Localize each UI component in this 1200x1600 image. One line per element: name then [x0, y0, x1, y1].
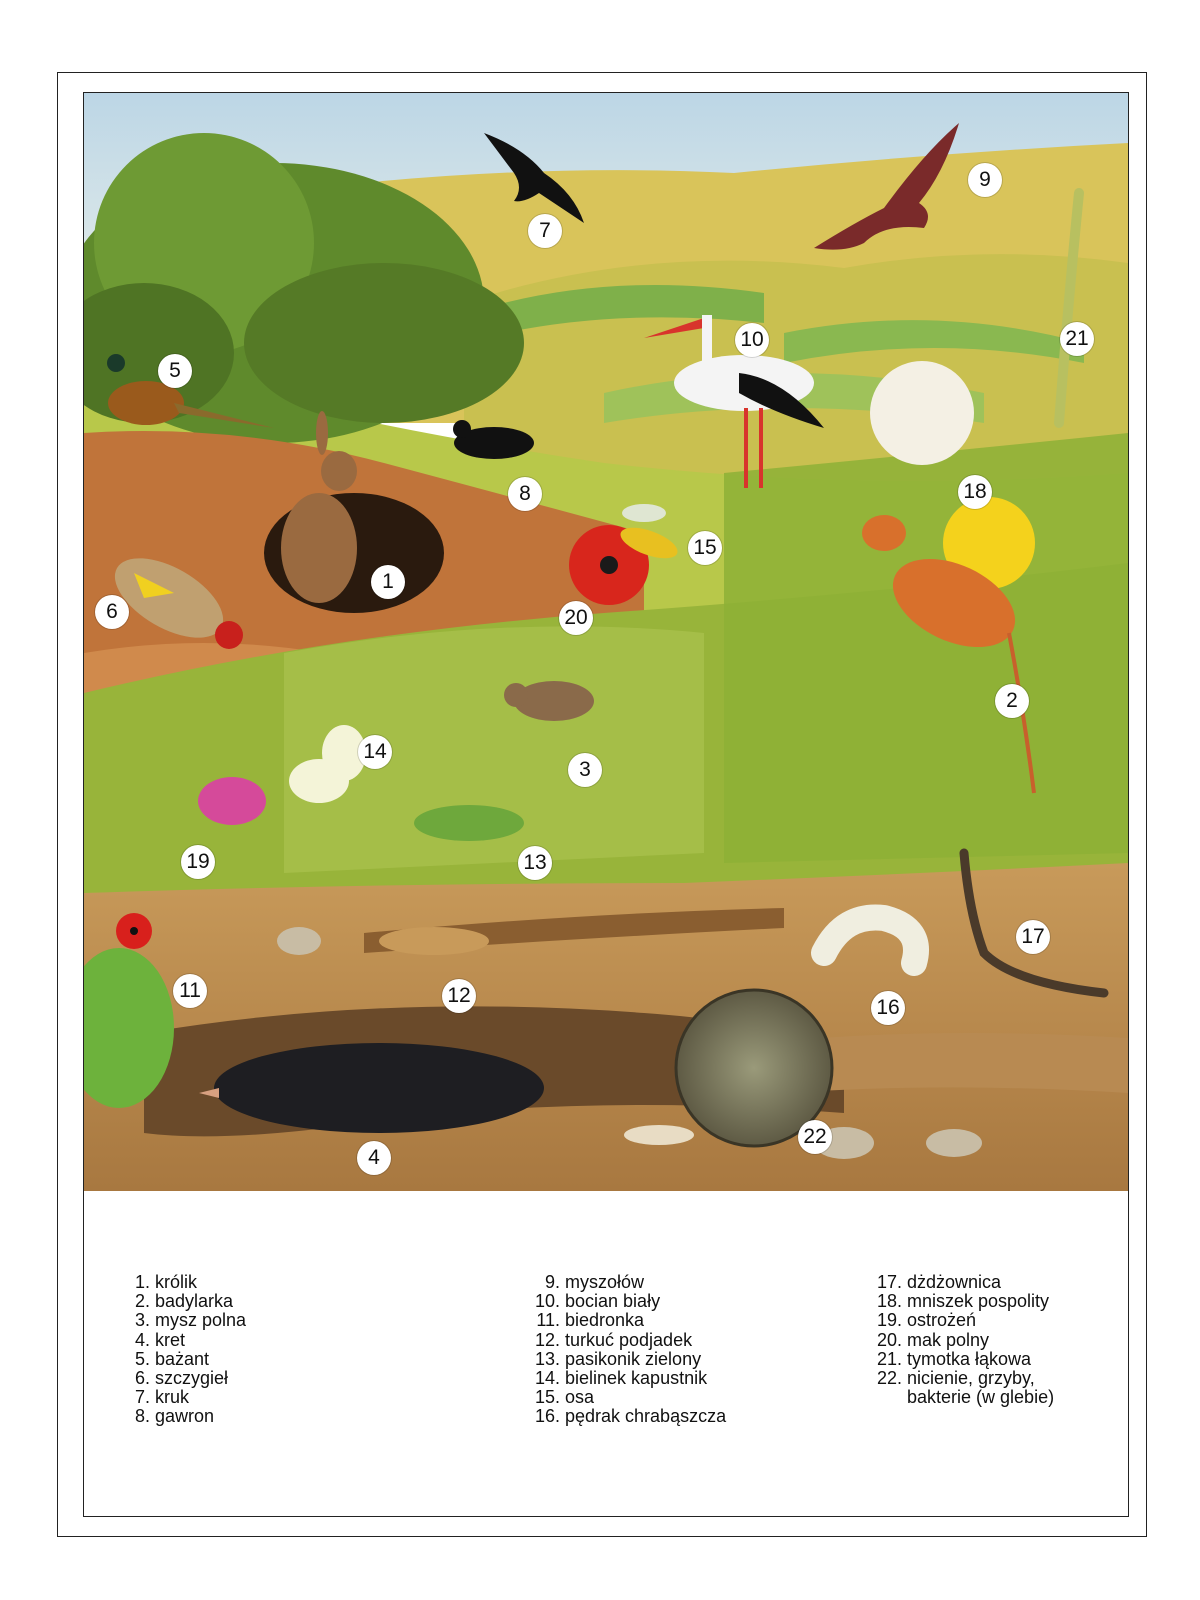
legend-item-name: bażant: [150, 1348, 210, 1369]
marker-4: 4: [357, 1141, 391, 1175]
legend-item-number: 8.: [134, 1406, 150, 1427]
legend-item-number: 21.: [876, 1348, 902, 1369]
legend-item-number: 10.: [534, 1291, 560, 1312]
legend-item-number: 20.: [876, 1329, 902, 1350]
marker-5: 5: [158, 354, 192, 388]
legend: [84, 1191, 1128, 1516]
legend-item: [128, 1407, 246, 1426]
meadow-artwork: [84, 93, 1128, 1191]
legend-item: [876, 1311, 1054, 1330]
legend-item-name: pasikonik zielony: [560, 1348, 702, 1369]
legend-item-name: szczygieł: [150, 1368, 229, 1389]
marker-13: 13: [518, 846, 552, 880]
marker-6: 6: [95, 595, 129, 629]
grasshopper-body: [414, 805, 524, 841]
marker-20: 20: [559, 601, 593, 635]
legend-item-number: 19.: [876, 1310, 902, 1331]
legend-item-number: 5.: [134, 1348, 150, 1369]
marker-1: 1: [371, 565, 405, 599]
marker-18: 18: [958, 475, 992, 509]
legend-item-name: gawron: [150, 1406, 215, 1427]
legend-item-number: 13.: [534, 1348, 560, 1369]
legend-item: [524, 1407, 726, 1426]
legend-item: [876, 1331, 1054, 1350]
legend-item-number: 14.: [534, 1368, 560, 1389]
legend-item: [128, 1292, 246, 1311]
marker-12: 12: [442, 979, 476, 1013]
legend-item-number: 4.: [134, 1329, 150, 1350]
legend-column-2: [524, 1273, 726, 1427]
marker-19: 19: [181, 845, 215, 879]
legend-item-name: mysz polna: [150, 1310, 247, 1331]
legend-column-3-rows: [876, 1273, 1054, 1388]
marker-8: 8: [508, 477, 542, 511]
legend-item-name: dżdżownica: [902, 1272, 1002, 1292]
legend-item: [524, 1331, 726, 1350]
legend-item: [876, 1273, 1054, 1292]
legend-item-name: bielinek kapustnik: [560, 1368, 708, 1389]
marker-9: 9: [968, 163, 1002, 197]
legend-item-number: 18.: [876, 1291, 902, 1312]
marker-17: 17: [1016, 920, 1050, 954]
marker-2: 2: [995, 684, 1029, 718]
legend-item: [876, 1369, 1054, 1388]
legend-item-name: bocian biały: [560, 1291, 661, 1312]
legend-item-number: 9.: [544, 1272, 560, 1292]
legend-item: [524, 1369, 726, 1388]
legend-item-name: badylarka: [150, 1291, 234, 1312]
legend-item-name: turkuć podjadek: [560, 1329, 693, 1350]
legend-item-number: 15.: [534, 1387, 560, 1408]
legend-item-name: kret: [150, 1329, 186, 1350]
legend-item: [128, 1388, 246, 1407]
marker-16: 16: [871, 991, 905, 1025]
legend-item-number: 2.: [134, 1291, 150, 1312]
dandelion-seedhead: [870, 361, 974, 465]
legend-item: [524, 1388, 726, 1407]
legend-item: [876, 1292, 1054, 1311]
legend-item-number: 12.: [534, 1329, 560, 1350]
legend-item-name: mniszek pospolity: [902, 1291, 1050, 1312]
legend-item-22-continuation: bakterie (w glebie): [907, 1387, 1055, 1408]
legend-item-name: osa: [560, 1387, 595, 1408]
legend-item-number: 16.: [534, 1406, 560, 1427]
legend-item: [128, 1273, 246, 1292]
thistle-flower: [198, 777, 266, 825]
legend-item: [128, 1350, 246, 1369]
legend-item-number: 22.: [876, 1368, 902, 1389]
marker-11: 11: [173, 974, 207, 1008]
legend-item-number: 3.: [134, 1310, 150, 1331]
legend-item-number: 6.: [134, 1368, 150, 1389]
legend-item-name: ostrożeń: [902, 1310, 977, 1331]
mole-body: [214, 1043, 544, 1133]
legend-item-number: 11.: [536, 1310, 560, 1331]
marker-7: 7: [528, 214, 562, 248]
marker-22: 22: [798, 1120, 832, 1154]
legend-item-name: kruk: [150, 1387, 190, 1408]
marker-21: 21: [1060, 322, 1094, 356]
legend-item: [128, 1331, 246, 1350]
legend-item: [128, 1369, 246, 1388]
legend-item-name: myszołów: [560, 1272, 645, 1292]
marker-14: 14: [358, 735, 392, 769]
legend-item-number: 7.: [134, 1387, 150, 1408]
marker-10: 10: [735, 323, 769, 357]
legend-item: [524, 1292, 726, 1311]
marker-15: 15: [688, 531, 722, 565]
legend-item: [524, 1350, 726, 1369]
legend-item-number: 1.: [134, 1272, 150, 1292]
legend-item-name: tymotka łąkowa: [902, 1348, 1032, 1369]
legend-item: [876, 1350, 1054, 1369]
legend-item-name: mak polny: [902, 1329, 990, 1350]
marker-3: 3: [568, 753, 602, 787]
legend-item: [128, 1311, 246, 1330]
legend-column-3: [876, 1273, 1054, 1407]
legend-item-name: królik: [150, 1272, 198, 1292]
meadow-illustration: [84, 93, 1128, 1191]
legend-item: [524, 1273, 726, 1292]
legend-item: [524, 1311, 726, 1330]
rabbit-body: [281, 493, 357, 603]
legend-column-1: [128, 1273, 246, 1427]
legend-item-name: biedronka: [560, 1310, 645, 1331]
mole-cricket: [379, 927, 489, 955]
legend-item-name: pędrak chrabąszcza: [560, 1406, 727, 1427]
legend-item-number: 17.: [876, 1272, 902, 1292]
legend-item-name: nicienie, grzyby,: [902, 1368, 1035, 1389]
